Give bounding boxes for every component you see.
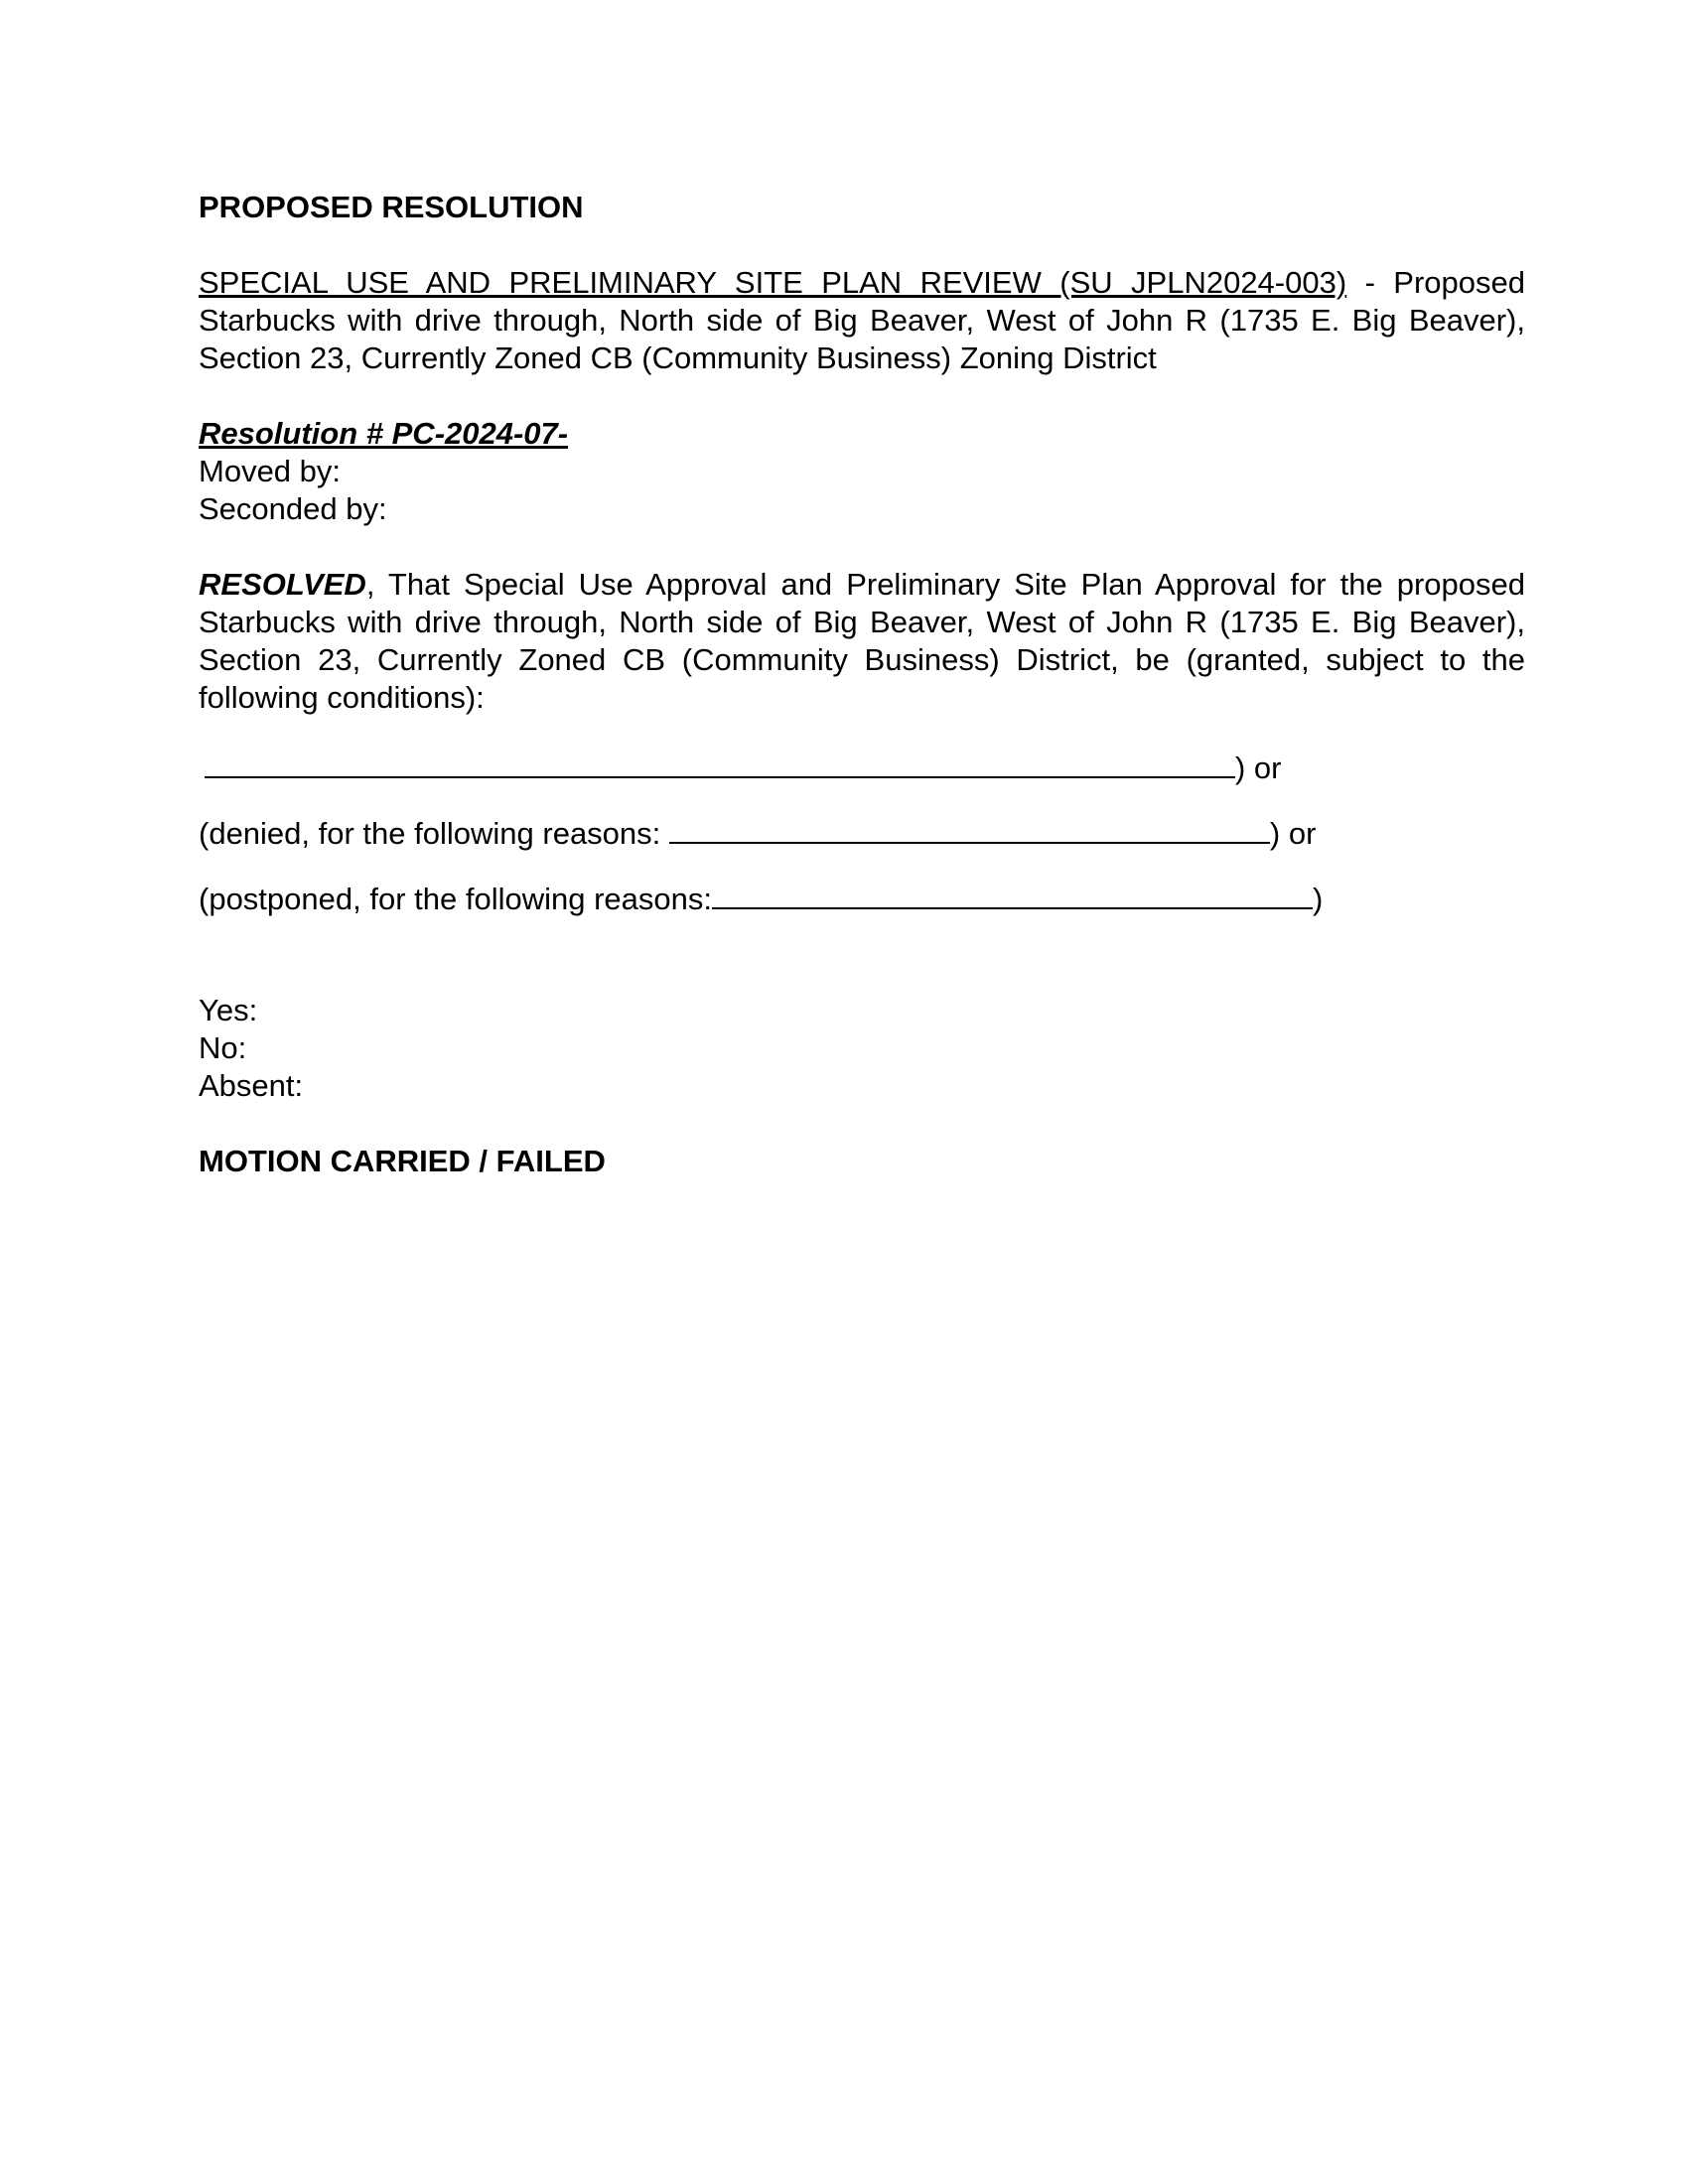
vote-yes-label: Yes: (199, 993, 258, 1027)
granted-conditions-blank[interactable] (205, 747, 1235, 778)
motion-result: MOTION CARRIED / FAILED (199, 1144, 606, 1178)
vote-no-label: No: (199, 1030, 247, 1065)
seconded-by-label: Seconded by: (199, 491, 387, 526)
postponed-suffix: ) (1312, 882, 1324, 916)
moved-by-label: Moved by: (199, 454, 342, 488)
resolution-number (199, 415, 1525, 453)
denied-suffix: ) or (1269, 816, 1317, 851)
postponed-prefix: (postponed, for the following reasons: (199, 882, 712, 916)
resolved-text: , That Special Use Approval and Preliminary Site Plan Approval for the proposed Starbucks with drive through, North side of Big Beaver, West of John R (1735 E. Big Beaver), Section 23, Currently Zoned CB (Community Business) District, be (granted, subject to the following conditions): (199, 567, 1525, 715)
subject-heading: SPECIAL USE AND PRELIMINARY SITE PLAN REVIEW (SU JPLN2024-003) (199, 265, 1347, 300)
vote-section (199, 992, 1525, 1105)
document-title: PROPOSED RESOLUTION (199, 190, 584, 224)
resolved-lead: RESOLVED (199, 567, 366, 602)
granted-suffix: ) or (1235, 751, 1282, 785)
denied-reasons-row (199, 812, 1525, 853)
postponed-reasons-row (199, 878, 1525, 918)
denied-prefix: (denied, for the following reasons: (199, 816, 669, 851)
denied-reasons-blank[interactable] (669, 812, 1270, 844)
resolution-number-text: Resolution # PC-2024-07- (199, 416, 569, 451)
document-page (199, 189, 1525, 1180)
resolved-paragraph (199, 566, 1525, 717)
granted-conditions-row (199, 747, 1525, 787)
subject-description: - Proposed Starbucks with drive through, North side of Big Beaver, West of John R (1735 E. Big Beaver), Section 23, Currently Zoned CB (Community Business) Zoning District (199, 265, 1525, 375)
subject-paragraph (199, 264, 1525, 377)
postponed-reasons-blank[interactable] (712, 878, 1313, 909)
vote-absent-label: Absent: (199, 1068, 304, 1103)
